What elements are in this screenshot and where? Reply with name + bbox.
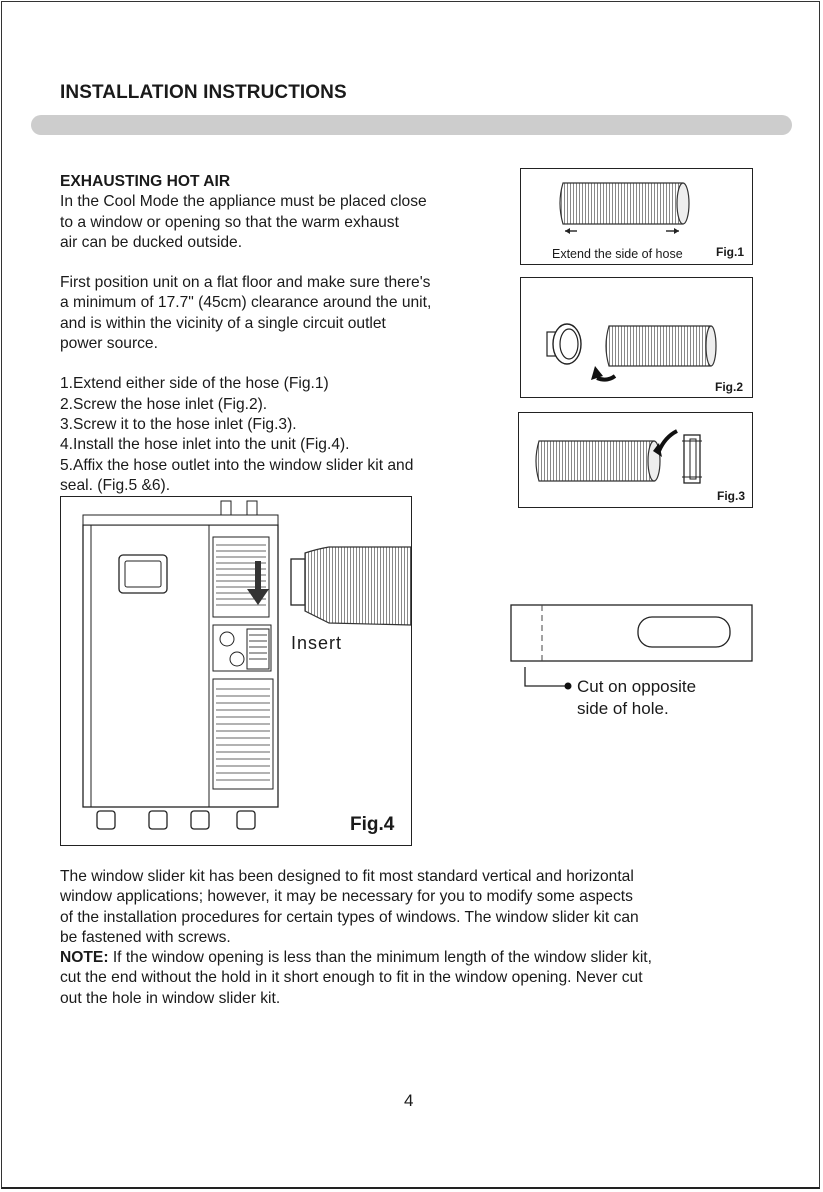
- page-title: INSTALLATION INSTRUCTIONS: [60, 82, 347, 103]
- section-heading: EXHAUSTING HOT AIR: [60, 173, 231, 190]
- intro-line: First position unit on a flat floor and make sure there's: [60, 274, 431, 292]
- intro-line: a minimum of 17.7" (45cm) clearance around the unit,: [60, 294, 432, 312]
- step-item: 4.Install the hose inlet into the unit (Fig.4).: [60, 436, 350, 454]
- step-item: 3.Screw it to the hose inlet (Fig.3).: [60, 415, 297, 433]
- intro-line: air can be ducked outside.: [60, 233, 243, 251]
- page-number: 4: [404, 1091, 414, 1110]
- fig2-label: Fig.2: [715, 380, 744, 394]
- fig1-caption: Extend the side of hose: [552, 247, 683, 261]
- figure-4-box: [60, 496, 412, 846]
- note-label: NOTE:: [60, 949, 109, 967]
- unit-installation-illustration: [61, 497, 411, 845]
- intro-line: to a window or opening so that the warm exhaust: [60, 213, 399, 231]
- note-text: If the window opening is less than the minimum length of the window slider kit,: [108, 949, 652, 967]
- intro-section: [60, 172, 520, 496]
- fig1-label: Fig.1: [716, 245, 745, 259]
- intro-line: In the Cool Mode the appliance must be placed close: [60, 193, 427, 211]
- cut-note: [577, 676, 696, 720]
- body-line: cut the end without the hold in it short enough to fit in the window opening. Never cut: [60, 969, 643, 987]
- body-line: out the hole in window slider kit.: [60, 989, 281, 1007]
- slider-kit-section: [60, 867, 780, 1009]
- body-line: The window slider kit has been designed to fit most standard vertical and horizontal: [60, 868, 634, 885]
- insert-label: Insert: [291, 633, 343, 653]
- cut-note-line: Cut on opposite: [577, 677, 697, 696]
- body-line: of the installation procedures for certain types of windows. The window slider kit can: [60, 908, 639, 926]
- title-divider-bar: [31, 115, 792, 135]
- body-line: be fastened with screws.: [60, 928, 231, 946]
- step-item: 5.Affix the hose outlet into the window slider kit and: [60, 456, 414, 474]
- step-item: 1.Extend either side of the hose (Fig.1): [60, 375, 329, 393]
- note-line: [60, 948, 780, 968]
- fig3-label: Fig.3: [717, 489, 746, 503]
- step-item: 2.Screw the hose inlet (Fig.2).: [60, 395, 268, 413]
- step-item: seal. (Fig.5 &6).: [60, 476, 171, 494]
- intro-line: and is within the vicinity of a single circuit outlet: [60, 314, 386, 332]
- intro-line: power source.: [60, 335, 158, 353]
- cut-note-line: side of hole.: [577, 699, 669, 718]
- body-line: window applications; however, it may be necessary for you to modify some aspects: [60, 888, 633, 906]
- fig4-label: Fig.4: [350, 814, 395, 835]
